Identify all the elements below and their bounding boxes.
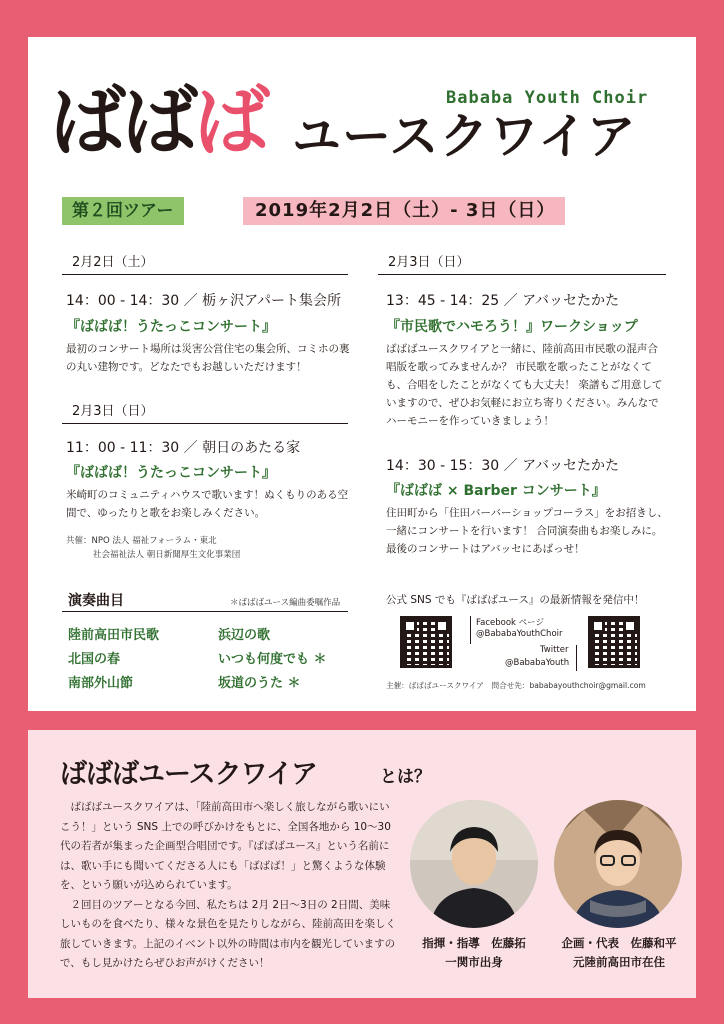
song-item: 北国の春	[68, 652, 121, 667]
title-logo	[50, 77, 266, 166]
divider	[576, 645, 577, 671]
right-ev1-desc: ばばばユースクワイアと一緒に、陸前高田市民歌の混声合唱版を歌ってみませんか？ 市民歌を歌ったことがなくても、合唱をしたことがなくても大丈夫！ 楽譜もご用意していますので、ぜひお気軽にお立ち寄りください。みんなでハーモニーを作っていきましょう！	[386, 343, 663, 427]
tour-tag-text: 第２回ツアー	[72, 201, 174, 221]
tour-dates: 2019年2月2日（土）- 3日（日）	[243, 197, 565, 225]
song-item: 陸前高田市民歌	[68, 628, 160, 643]
divider	[62, 423, 348, 424]
divider	[378, 274, 666, 275]
english-name: Bababa Youth Choir	[446, 88, 649, 108]
about-description	[60, 798, 400, 974]
director-role: 企画・代表 佐藤和平	[561, 936, 677, 950]
conductor-photo	[410, 800, 538, 928]
right-ev1-time: 13：45 - 14：25 ／ アバッセたかた	[386, 293, 619, 309]
divider	[62, 274, 348, 275]
conductor-origin: 一関市出身	[445, 955, 503, 969]
about-paragraph-2: ２回目のツアーとなる今回、私たちは 2月 2日〜3日の 2日間、美味しいものを食べたり、様々な景色を見たりしながら、陸前高田を楽しく旅していきます。上記のイベント以外の時間は市内を観光していますので、もし見かけたらぜひお声がけください！	[60, 898, 396, 969]
songs-note: ＊ばばばユース編曲委嘱作品	[230, 598, 341, 608]
song-item: 浜辺の歌	[218, 628, 271, 643]
left-ev1-time: 14：00 - 14：30 ／ 栃ヶ沢アパート集会所	[66, 293, 341, 309]
divider	[470, 616, 471, 644]
title-part-a: ばば	[50, 77, 194, 166]
title-part-b: ば	[194, 77, 266, 166]
organizer-footer: 主催：ばばばユースクワイア 問合せ先：bababayouthchoir@gmail.com	[386, 681, 646, 690]
title-youth-choir: ユースクワイア	[292, 108, 637, 165]
left-ev2-title: 『ばばば！うたっこコンサート』	[66, 465, 276, 481]
songs-heading: 演奏曲目	[68, 593, 124, 609]
divider	[62, 611, 348, 612]
right-day-heading: 2月3日（日）	[388, 255, 470, 270]
about-title-suffix: とは？	[380, 767, 431, 787]
right-ev2-desc: 住田町から「住田バーバーショップコーラス」をお招きし、一緒にコンサートを行います！ 合同演奏曲もお楽しみに。最後のコンサートはアバッセにあばっせ！	[386, 507, 668, 555]
song-item: 南部外山節	[68, 676, 134, 691]
director-photo	[554, 800, 682, 928]
facebook-label: Facebook ページ	[476, 618, 544, 628]
song-item: 坂道のうた ＊	[218, 676, 301, 691]
director-caption	[544, 934, 694, 972]
twitter-handle[interactable]: @BababaYouth	[505, 658, 570, 668]
about-title: ばばばユースクワイア	[60, 759, 318, 790]
left-day2-heading: 2月3日（日）	[72, 404, 154, 419]
conductor-role: 指揮・指導 佐藤拓	[422, 936, 526, 950]
right-ev2-title: 『ばばば × Barber コンサート』	[386, 483, 606, 499]
about-paragraph-1: ばばばユースクワイアは、「陸前高田市へ楽しく旅しながら歌いにいこう！」という SNS 上での呼びかけをもとに、全国各地から 10〜30 代の若者が集まった企画型合唱団です。『ばばばユース』という名前には、歌い手にも聞いてくださる人にも「ばばば！」と驚くような体験を、という願いが込められています。	[60, 801, 391, 891]
right-ev2-time: 14：30 - 15：30 ／ アバッセたかた	[386, 458, 619, 474]
sns-heading: 公式 SNS でも『ばばばユース』の最新情報を発信中！	[386, 594, 645, 606]
facebook-handle[interactable]: @BababaYouthChoir	[476, 629, 563, 639]
twitter-label: Twitter	[540, 645, 569, 655]
song-item: いつも何度でも ＊	[218, 652, 327, 667]
tour-tag	[62, 197, 184, 225]
left-ev1-title: 『ばばば！うたっこコンサート』	[66, 319, 276, 335]
left-day1-heading: 2月2日（土）	[72, 255, 154, 270]
facebook-qr-code[interactable]	[400, 616, 452, 668]
left-ev2-time: 11：00 - 11：30 ／ 朝日のあたる家	[66, 440, 301, 456]
left-ev1-desc: 最初のコンサート場所は災害公営住宅の集会所、コミホの裏の丸い建物です。どなたでもお越しいただけます！	[66, 343, 350, 373]
right-ev1-title: 『市民歌でハモろう！』ワークショップ	[386, 319, 638, 335]
left-ev2-desc: 米崎町のコミュニティハウスで歌います！ぬくもりのある空間で、ゆったりと歌をお楽しみください。	[66, 489, 349, 519]
director-origin: 元陸前高田市在住	[573, 955, 665, 969]
sponsor-line2: 社会福祉法人 朝日新聞厚生文化事業団	[93, 550, 241, 560]
sponsor-line1: 共催：NPO 法人 福祉フォーラム・東北	[66, 536, 217, 546]
twitter-qr-code[interactable]	[588, 616, 640, 668]
conductor-caption	[408, 934, 540, 972]
